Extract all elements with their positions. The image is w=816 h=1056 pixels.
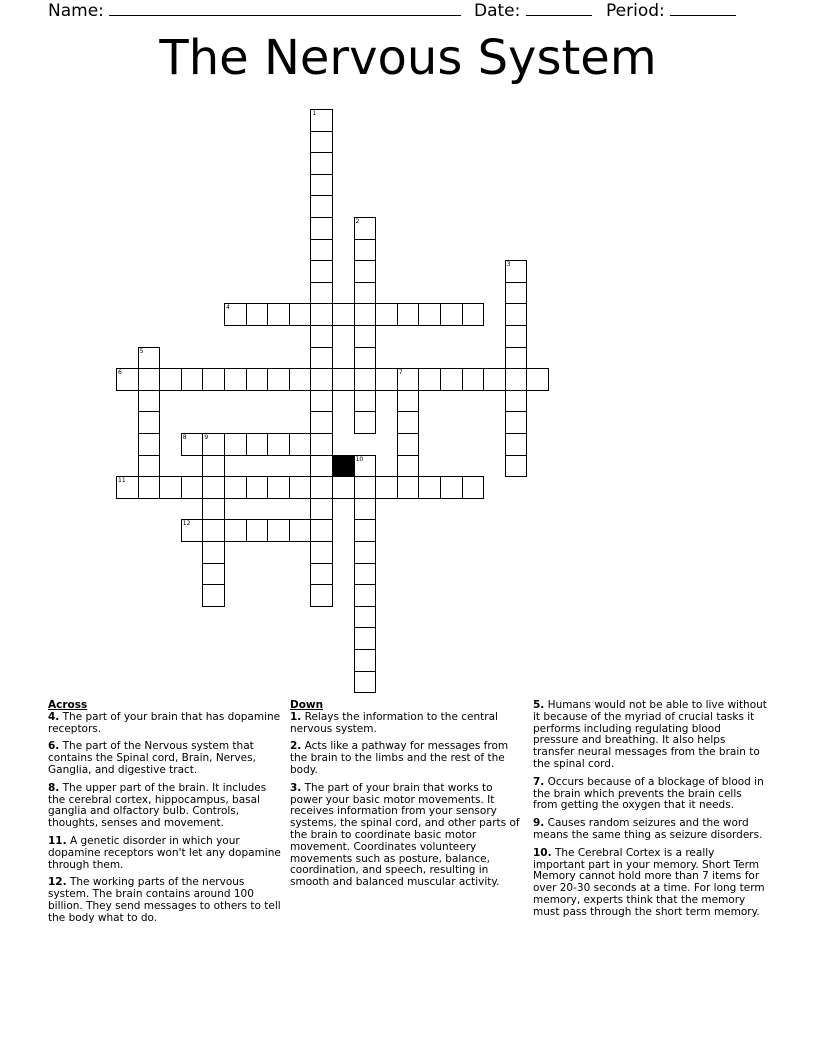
grid-cell[interactable] bbox=[505, 411, 528, 434]
grid-cell[interactable] bbox=[310, 217, 333, 240]
grid-cell[interactable] bbox=[354, 390, 377, 413]
grid-cell[interactable] bbox=[310, 433, 333, 456]
grid-cell[interactable] bbox=[116, 368, 139, 391]
grid-cell[interactable] bbox=[526, 368, 549, 391]
grid-cell[interactable] bbox=[354, 476, 377, 499]
grid-cell[interactable] bbox=[116, 476, 139, 499]
grid-cell[interactable] bbox=[354, 260, 377, 283]
grid-cell[interactable] bbox=[202, 433, 225, 456]
grid-cell[interactable] bbox=[202, 584, 225, 607]
grid-cell[interactable] bbox=[462, 303, 485, 326]
grid-cell[interactable] bbox=[354, 627, 377, 650]
across-clue-4: 4. The part of your brain that has dopamine receptors. bbox=[48, 710, 281, 735]
page-title: The Nervous System bbox=[159, 30, 657, 86]
grid-cell[interactable] bbox=[267, 303, 290, 326]
clue-number: 5 bbox=[139, 347, 144, 355]
grid-cell[interactable] bbox=[354, 217, 377, 240]
grid-cell[interactable] bbox=[397, 411, 420, 434]
grid-cell[interactable] bbox=[505, 455, 528, 478]
grid-cell[interactable] bbox=[505, 390, 528, 413]
grid-cell[interactable] bbox=[159, 476, 182, 499]
clue-number: 3 bbox=[506, 261, 511, 269]
grid-cell[interactable] bbox=[289, 476, 312, 499]
grid-cell[interactable] bbox=[224, 433, 247, 456]
grid-cell[interactable] bbox=[418, 368, 441, 391]
grid-cell[interactable] bbox=[397, 303, 420, 326]
grid-cell[interactable] bbox=[505, 303, 528, 326]
grid-cell[interactable] bbox=[354, 282, 377, 305]
grid-cell[interactable] bbox=[267, 433, 290, 456]
grid-cell[interactable] bbox=[310, 131, 333, 154]
grid-cell[interactable] bbox=[332, 476, 355, 499]
grid-cell[interactable] bbox=[310, 390, 333, 413]
grid-cell[interactable] bbox=[181, 433, 204, 456]
grid-cell[interactable] bbox=[354, 325, 377, 348]
grid-cell[interactable] bbox=[224, 368, 247, 391]
grid-cell[interactable] bbox=[202, 563, 225, 586]
grid-cell[interactable] bbox=[138, 433, 161, 456]
grid-cell[interactable] bbox=[354, 411, 377, 434]
grid-cell[interactable] bbox=[246, 368, 269, 391]
grid-cell[interactable] bbox=[138, 368, 161, 391]
grid-cell[interactable] bbox=[397, 455, 420, 478]
down-clues-continued bbox=[533, 700, 767, 925]
clue-number: 10 bbox=[355, 455, 364, 463]
grid-cell[interactable] bbox=[354, 368, 377, 391]
grid-cell[interactable] bbox=[354, 239, 377, 262]
grid-cell[interactable] bbox=[397, 433, 420, 456]
grid-cell[interactable] bbox=[138, 476, 161, 499]
grid-cell[interactable] bbox=[310, 347, 333, 370]
grid-cell[interactable] bbox=[310, 498, 333, 521]
grid-cell[interactable] bbox=[138, 390, 161, 413]
grid-cell[interactable] bbox=[505, 347, 528, 370]
grid-cell[interactable] bbox=[138, 411, 161, 434]
grid-cell[interactable] bbox=[289, 519, 312, 542]
grid-cell[interactable] bbox=[310, 303, 333, 326]
grid-cell[interactable] bbox=[181, 368, 204, 391]
grid-cell[interactable] bbox=[181, 519, 204, 542]
down-clues bbox=[290, 700, 524, 895]
grid-cell[interactable] bbox=[159, 368, 182, 391]
date-label: Date: bbox=[474, 1, 521, 21]
grid-cell[interactable] bbox=[440, 303, 463, 326]
across-clue-6: 6. The part of the Nervous system that contains the Spinal cord, Brain, Nerves, Ganglia, and digestive tract. bbox=[48, 740, 256, 776]
grid-block bbox=[332, 455, 355, 478]
down-clue-9: 9. Causes random seizures and the word means the same thing as seizure disorders. bbox=[533, 817, 763, 841]
grid-cell[interactable] bbox=[246, 519, 269, 542]
across-clue-8: 8. The upper part of the brain. It includes the cerebral cortex, hippocampus, basal ganglia and olfactory bulb. Controls, thoughts, senses and movement. bbox=[48, 781, 267, 830]
grid-cell[interactable] bbox=[418, 476, 441, 499]
clue-number: 7 bbox=[398, 369, 403, 377]
grid-cell[interactable] bbox=[505, 433, 528, 456]
grid-cell[interactable] bbox=[310, 260, 333, 283]
grid-cell[interactable] bbox=[224, 303, 247, 326]
grid-cell[interactable] bbox=[354, 584, 377, 607]
grid-cell[interactable] bbox=[310, 455, 333, 478]
grid-cell[interactable] bbox=[138, 347, 161, 370]
grid-cell[interactable] bbox=[375, 303, 398, 326]
grid-cell[interactable] bbox=[375, 368, 398, 391]
grid-cell[interactable] bbox=[138, 455, 161, 478]
grid-cell[interactable] bbox=[246, 303, 269, 326]
grid-cell[interactable] bbox=[310, 282, 333, 305]
grid-cell[interactable] bbox=[246, 433, 269, 456]
grid-cell[interactable] bbox=[462, 476, 485, 499]
grid-cell[interactable] bbox=[202, 541, 225, 564]
grid-cell[interactable] bbox=[397, 476, 420, 499]
grid-cell[interactable] bbox=[202, 455, 225, 478]
grid-cell[interactable] bbox=[354, 649, 377, 672]
grid-cell[interactable] bbox=[310, 109, 333, 132]
period-label: Period: bbox=[606, 1, 665, 21]
down-clue-1: 1. Relays the information to the central nervous system. bbox=[290, 710, 498, 735]
clue-number: 9 bbox=[204, 434, 209, 441]
grid-cell[interactable] bbox=[310, 541, 333, 564]
grid-cell[interactable] bbox=[354, 541, 377, 564]
grid-cell[interactable] bbox=[310, 368, 333, 391]
grid-cell[interactable] bbox=[440, 368, 463, 391]
grid-cell[interactable] bbox=[224, 476, 247, 499]
grid-cell[interactable] bbox=[354, 563, 377, 586]
across-clue-12: 12. The working parts of the nervous system. The brain contains around 100 billion. They send messages to others to tell the body what to do. bbox=[48, 876, 281, 924]
grid-cell[interactable] bbox=[267, 476, 290, 499]
grid-cell[interactable] bbox=[354, 498, 377, 521]
grid-cell[interactable] bbox=[310, 519, 333, 542]
grid-cell[interactable] bbox=[354, 671, 377, 694]
grid-cell[interactable] bbox=[267, 519, 290, 542]
across-clue-11: 11. A genetic disorder in which your dopamine receptors won't let any dopamine through them. bbox=[48, 834, 281, 871]
grid-cell[interactable] bbox=[375, 476, 398, 499]
grid-cell[interactable] bbox=[310, 195, 333, 218]
grid-cell[interactable] bbox=[181, 476, 204, 499]
down-clue-5: 5. Humans would not be able to live without it because of the myriad of crucial tasks it performs including regulating blood pressure and breathing. It also helps transfer neural messages from the brain to the spinal cord. bbox=[533, 699, 767, 770]
grid-cell[interactable] bbox=[310, 174, 333, 197]
grid-cell[interactable] bbox=[310, 152, 333, 175]
grid-cell[interactable] bbox=[310, 584, 333, 607]
grid-cell[interactable] bbox=[202, 498, 225, 521]
grid-cell[interactable] bbox=[354, 519, 377, 542]
clue-number: 2 bbox=[355, 218, 360, 225]
clue-number: 1 bbox=[312, 110, 317, 117]
grid-cell[interactable] bbox=[354, 455, 377, 478]
grid-cell[interactable] bbox=[332, 368, 355, 391]
down-clue-3: 3. The part of your brain that works to power your basic motor movements. It receives information from your sensory systems, the spinal cord, and other parts of the brain to coordinate basic motor movement. Coordinates volunteery movements such as posture, balance, coordination, and speech, resulting in smooth and balanced muscular activity. bbox=[290, 781, 520, 889]
grid-cell[interactable] bbox=[289, 303, 312, 326]
clue-number: 12 bbox=[182, 520, 191, 528]
grid-cell[interactable] bbox=[505, 260, 528, 283]
grid-cell[interactable] bbox=[310, 476, 333, 499]
down-heading: Down bbox=[290, 699, 324, 711]
grid-cell[interactable] bbox=[397, 368, 420, 391]
grid-cell[interactable] bbox=[202, 519, 225, 542]
clue-number: 6 bbox=[118, 369, 122, 377]
grid-cell[interactable] bbox=[310, 239, 333, 262]
down-clue-10: 10. The Cerebral Cortex is a really important part in your memory. Short Term Memory cannot hold more than 7 items for over 20-30 seconds at a time. For long term memory, experts think that the memory must pass through the short term memory. bbox=[533, 846, 765, 918]
grid-cell[interactable] bbox=[202, 476, 225, 499]
grid-cell[interactable] bbox=[310, 325, 333, 348]
down-clue-2: 2. Acts like a pathway for messages from the brain to the limbs and the rest of the body. bbox=[290, 740, 509, 776]
across-heading: Across bbox=[48, 699, 88, 711]
clue-number: 4 bbox=[226, 304, 230, 312]
grid-cell[interactable] bbox=[310, 411, 333, 434]
grid-cell[interactable] bbox=[354, 303, 377, 326]
down-clue-7: 7. Occurs because of a blockage of blood in the brain which prevents the brain cells from getting the oxygen that it needs. bbox=[533, 775, 764, 812]
grid-cell[interactable] bbox=[202, 368, 225, 391]
grid-cell[interactable] bbox=[418, 303, 441, 326]
name-label: Name: bbox=[48, 1, 104, 21]
grid-cell[interactable] bbox=[267, 368, 290, 391]
grid-cell[interactable] bbox=[505, 325, 528, 348]
grid-cell[interactable] bbox=[310, 563, 333, 586]
grid-cell[interactable] bbox=[505, 282, 528, 305]
across-clues bbox=[48, 700, 282, 931]
grid-cell[interactable] bbox=[505, 368, 528, 391]
grid-cell[interactable] bbox=[224, 519, 247, 542]
grid-cell[interactable] bbox=[332, 303, 355, 326]
clue-number: 11 bbox=[118, 477, 126, 485]
grid-cell[interactable] bbox=[354, 347, 377, 370]
grid-cell[interactable] bbox=[462, 368, 485, 391]
clue-number: 8 bbox=[182, 434, 187, 441]
grid-cell[interactable] bbox=[440, 476, 463, 499]
grid-cell[interactable] bbox=[483, 368, 506, 391]
grid-cell[interactable] bbox=[354, 606, 377, 629]
grid-cell[interactable] bbox=[289, 433, 312, 456]
grid-cell[interactable] bbox=[289, 368, 312, 391]
grid-cell[interactable] bbox=[397, 390, 420, 413]
grid-cell[interactable] bbox=[246, 476, 269, 499]
